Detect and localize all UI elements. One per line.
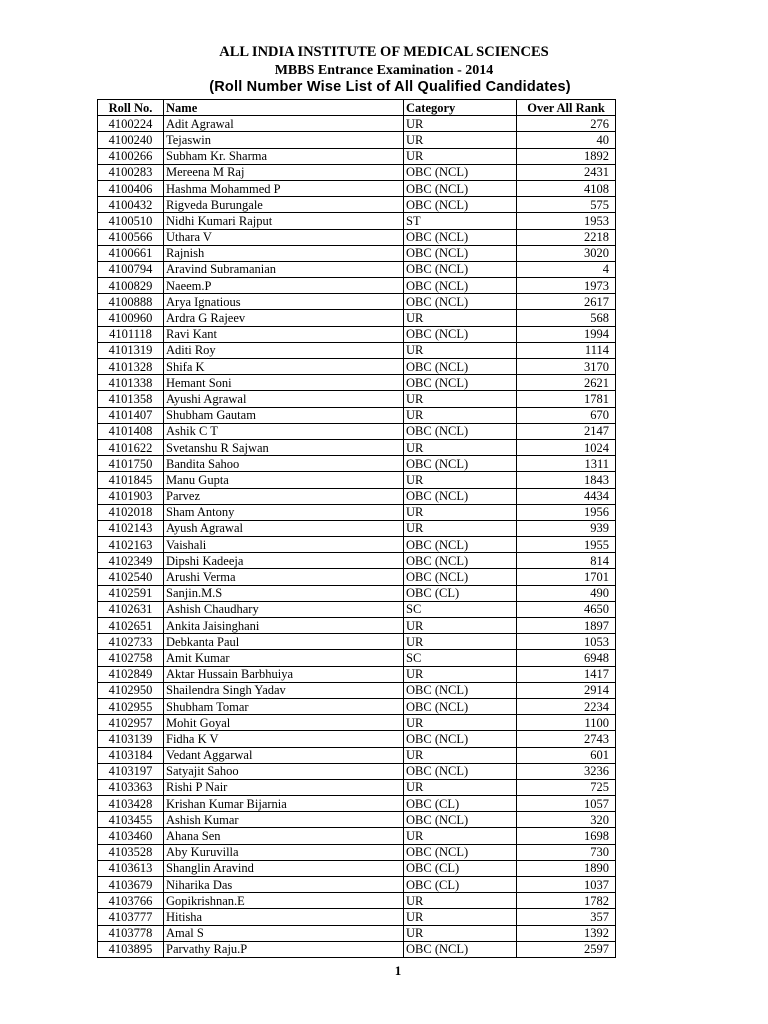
table-row: [98, 245, 616, 261]
table-row: [98, 488, 616, 504]
table-header-row: [98, 100, 616, 116]
name-cell: Ashik C T: [164, 423, 404, 439]
category-cell: OBC (NCL): [404, 698, 517, 714]
table-row: [98, 213, 616, 229]
category-cell: OBC (NCL): [404, 180, 517, 196]
column-header-name: Name: [164, 100, 404, 116]
rank-cell: 490: [517, 585, 616, 601]
table-row: [98, 715, 616, 731]
category-cell: OBC (NCL): [404, 537, 517, 553]
rank-cell: 2914: [517, 682, 616, 698]
category-cell: OBC (NCL): [404, 164, 517, 180]
category-cell: OBC (NCL): [404, 245, 517, 261]
roll-no-cell: 4100283: [98, 164, 164, 180]
rank-cell: 1057: [517, 796, 616, 812]
rank-cell: 1994: [517, 326, 616, 342]
category-cell: OBC (NCL): [404, 731, 517, 747]
table-row: [98, 909, 616, 925]
table-row: [98, 504, 616, 520]
name-cell: Ashish Kumar: [164, 812, 404, 828]
rank-cell: 1417: [517, 666, 616, 682]
name-cell: Subham Kr. Sharma: [164, 148, 404, 164]
roll-no-cell: 4101845: [98, 472, 164, 488]
table-row: [98, 294, 616, 310]
category-cell: UR: [404, 439, 517, 455]
name-cell: Satyajit Sahoo: [164, 763, 404, 779]
roll-no-cell: 4102651: [98, 618, 164, 634]
table-row: [98, 278, 616, 294]
name-cell: Parvathy Raju.P: [164, 941, 404, 957]
rank-cell: 1955: [517, 537, 616, 553]
rank-cell: 1053: [517, 634, 616, 650]
roll-no-cell: 4100224: [98, 116, 164, 132]
category-cell: OBC (NCL): [404, 423, 517, 439]
roll-no-cell: 4100566: [98, 229, 164, 245]
category-cell: OBC (NCL): [404, 812, 517, 828]
table-row: [98, 828, 616, 844]
table-row: [98, 747, 616, 763]
table-row: [98, 601, 616, 617]
name-cell: Arya Ignatious: [164, 294, 404, 310]
roll-no-cell: 4103613: [98, 860, 164, 876]
rank-cell: 1782: [517, 893, 616, 909]
table-row: [98, 893, 616, 909]
table-row: [98, 569, 616, 585]
name-cell: Hashma Mohammed P: [164, 180, 404, 196]
roll-no-cell: 4101338: [98, 375, 164, 391]
table-row: [98, 731, 616, 747]
rank-cell: 2431: [517, 164, 616, 180]
category-cell: UR: [404, 407, 517, 423]
table-row: [98, 779, 616, 795]
category-cell: OBC (NCL): [404, 844, 517, 860]
roll-no-cell: 4101118: [98, 326, 164, 342]
rank-cell: 320: [517, 812, 616, 828]
table-row: [98, 941, 616, 957]
rank-cell: 1956: [517, 504, 616, 520]
category-cell: OBC (NCL): [404, 278, 517, 294]
category-cell: UR: [404, 715, 517, 731]
rank-cell: 1953: [517, 213, 616, 229]
name-cell: Bandita Sahoo: [164, 456, 404, 472]
roll-no-cell: 4100432: [98, 197, 164, 213]
roll-no-cell: 4100266: [98, 148, 164, 164]
rank-cell: 1701: [517, 569, 616, 585]
name-cell: Ashish Chaudhary: [164, 601, 404, 617]
roll-no-cell: 4103197: [98, 763, 164, 779]
table-row: [98, 116, 616, 132]
category-cell: OBC (NCL): [404, 326, 517, 342]
name-cell: Shailendra Singh Yadav: [164, 682, 404, 698]
category-cell: UR: [404, 925, 517, 941]
roll-no-cell: 4103363: [98, 779, 164, 795]
table-row: [98, 812, 616, 828]
table-row: [98, 472, 616, 488]
name-cell: Uthara V: [164, 229, 404, 245]
rank-cell: 276: [517, 116, 616, 132]
roll-no-cell: 4103778: [98, 925, 164, 941]
category-cell: OBC (NCL): [404, 456, 517, 472]
rank-cell: 2597: [517, 941, 616, 957]
roll-no-cell: 4101750: [98, 456, 164, 472]
rank-cell: 1392: [517, 925, 616, 941]
category-cell: UR: [404, 391, 517, 407]
table-row: [98, 698, 616, 714]
name-cell: Rajnish: [164, 245, 404, 261]
roll-no-cell: 4101358: [98, 391, 164, 407]
name-cell: Amit Kumar: [164, 650, 404, 666]
rank-cell: 6948: [517, 650, 616, 666]
rank-cell: 725: [517, 779, 616, 795]
category-cell: UR: [404, 472, 517, 488]
name-cell: Parvez: [164, 488, 404, 504]
roll-no-cell: 4101903: [98, 488, 164, 504]
table-row: [98, 439, 616, 455]
table-row: [98, 585, 616, 601]
name-cell: Manu Gupta: [164, 472, 404, 488]
roll-no-cell: 4103428: [98, 796, 164, 812]
table-row: [98, 520, 616, 536]
category-cell: OBC (NCL): [404, 197, 517, 213]
roll-no-cell: 4101408: [98, 423, 164, 439]
category-cell: UR: [404, 909, 517, 925]
table-row: [98, 650, 616, 666]
rank-cell: 1892: [517, 148, 616, 164]
name-cell: Ayush Agrawal: [164, 520, 404, 536]
table-row: [98, 132, 616, 148]
roll-no-cell: 4100794: [98, 261, 164, 277]
name-cell: Svetanshu R Sajwan: [164, 439, 404, 455]
name-cell: Fidha K V: [164, 731, 404, 747]
rank-cell: 568: [517, 310, 616, 326]
roll-no-cell: 4101328: [98, 359, 164, 375]
table-row: [98, 148, 616, 164]
rank-cell: 1100: [517, 715, 616, 731]
table-row: [98, 261, 616, 277]
roll-no-cell: 4103460: [98, 828, 164, 844]
roll-no-cell: 4103184: [98, 747, 164, 763]
rank-cell: 1890: [517, 860, 616, 876]
category-cell: UR: [404, 634, 517, 650]
name-cell: Niharika Das: [164, 877, 404, 893]
category-cell: UR: [404, 779, 517, 795]
roll-no-cell: 4102950: [98, 682, 164, 698]
document-title: ALL INDIA INSTITUTE OF MEDICAL SCIENCES: [219, 44, 549, 60]
table-row: [98, 310, 616, 326]
table-row: [98, 456, 616, 472]
rank-cell: 2617: [517, 294, 616, 310]
name-cell: Aditi Roy: [164, 342, 404, 358]
roll-no-cell: 4101622: [98, 439, 164, 455]
name-cell: Tejaswin: [164, 132, 404, 148]
category-cell: OBC (CL): [404, 877, 517, 893]
rank-cell: 730: [517, 844, 616, 860]
table-row: [98, 197, 616, 213]
table-row: [98, 796, 616, 812]
category-cell: OBC (CL): [404, 860, 517, 876]
category-cell: OBC (NCL): [404, 941, 517, 957]
category-cell: OBC (CL): [404, 585, 517, 601]
rank-cell: 1024: [517, 439, 616, 455]
roll-no-cell: 4100661: [98, 245, 164, 261]
column-header-overall-rank: Over All Rank: [517, 100, 616, 116]
name-cell: Ayushi Agrawal: [164, 391, 404, 407]
name-cell: Arushi Verma: [164, 569, 404, 585]
table-row: [98, 164, 616, 180]
exam-title: MBBS Entrance Examination - 2014: [274, 63, 494, 78]
category-cell: UR: [404, 342, 517, 358]
name-cell: Hitisha: [164, 909, 404, 925]
category-cell: UR: [404, 504, 517, 520]
name-cell: Shifa K: [164, 359, 404, 375]
table-row: [98, 180, 616, 196]
roll-no-cell: 4103777: [98, 909, 164, 925]
roll-no-cell: 4103679: [98, 877, 164, 893]
roll-no-cell: 4103766: [98, 893, 164, 909]
name-cell: Ankita Jaisinghani: [164, 618, 404, 634]
candidates-table: [97, 99, 616, 958]
table-row: [98, 537, 616, 553]
table-row: [98, 229, 616, 245]
roll-no-cell: 4103895: [98, 941, 164, 957]
rank-cell: 2621: [517, 375, 616, 391]
rank-cell: 4650: [517, 601, 616, 617]
rank-cell: 3236: [517, 763, 616, 779]
name-cell: Aktar Hussain Barbhuiya: [164, 666, 404, 682]
name-cell: Adit Agrawal: [164, 116, 404, 132]
rank-cell: 670: [517, 407, 616, 423]
roll-no-cell: 4101407: [98, 407, 164, 423]
table-row: [98, 682, 616, 698]
roll-no-cell: 4102143: [98, 520, 164, 536]
category-cell: OBC (NCL): [404, 375, 517, 391]
category-cell: OBC (NCL): [404, 229, 517, 245]
category-cell: UR: [404, 666, 517, 682]
category-cell: UR: [404, 893, 517, 909]
roll-no-cell: 4102955: [98, 698, 164, 714]
roll-no-cell: 4102957: [98, 715, 164, 731]
category-cell: OBC (NCL): [404, 682, 517, 698]
table-row: [98, 359, 616, 375]
name-cell: Rigveda Burungale: [164, 197, 404, 213]
roll-no-cell: 4102540: [98, 569, 164, 585]
name-cell: Ahana Sen: [164, 828, 404, 844]
category-cell: UR: [404, 828, 517, 844]
roll-no-cell: 4100406: [98, 180, 164, 196]
roll-no-cell: 4100960: [98, 310, 164, 326]
roll-no-cell: 4102758: [98, 650, 164, 666]
category-cell: OBC (NCL): [404, 553, 517, 569]
rank-cell: 2218: [517, 229, 616, 245]
roll-no-cell: 4102591: [98, 585, 164, 601]
name-cell: Shanglin Aravind: [164, 860, 404, 876]
rank-cell: 4434: [517, 488, 616, 504]
category-cell: OBC (NCL): [404, 261, 517, 277]
rank-cell: 1843: [517, 472, 616, 488]
name-cell: Vaishali: [164, 537, 404, 553]
table-row: [98, 618, 616, 634]
rank-cell: 4: [517, 261, 616, 277]
rank-cell: 939: [517, 520, 616, 536]
name-cell: Sanjin.M.S: [164, 585, 404, 601]
category-cell: UR: [404, 618, 517, 634]
name-cell: Sham Antony: [164, 504, 404, 520]
roll-no-cell: 4101319: [98, 342, 164, 358]
name-cell: Krishan Kumar Bijarnia: [164, 796, 404, 812]
rank-cell: 1897: [517, 618, 616, 634]
category-cell: OBC (NCL): [404, 294, 517, 310]
roll-no-cell: 4103455: [98, 812, 164, 828]
name-cell: Shubham Tomar: [164, 698, 404, 714]
name-cell: Ravi Kant: [164, 326, 404, 342]
roll-no-cell: 4103528: [98, 844, 164, 860]
roll-no-cell: 4102631: [98, 601, 164, 617]
name-cell: Aravind Subramanian: [164, 261, 404, 277]
rank-cell: 2234: [517, 698, 616, 714]
table-row: [98, 423, 616, 439]
column-header-category: Category: [404, 100, 517, 116]
rank-cell: 3020: [517, 245, 616, 261]
table-row: [98, 391, 616, 407]
table-row: [98, 375, 616, 391]
rank-cell: 1973: [517, 278, 616, 294]
rank-cell: 357: [517, 909, 616, 925]
name-cell: Gopikrishnan.E: [164, 893, 404, 909]
category-cell: OBC (NCL): [404, 359, 517, 375]
category-cell: OBC (NCL): [404, 488, 517, 504]
rank-cell: 601: [517, 747, 616, 763]
name-cell: Vedant Aggarwal: [164, 747, 404, 763]
name-cell: Amal S: [164, 925, 404, 941]
roll-no-cell: 4102849: [98, 666, 164, 682]
name-cell: Shubham Gautam: [164, 407, 404, 423]
table-row: [98, 763, 616, 779]
category-cell: OBC (NCL): [404, 763, 517, 779]
roll-no-cell: 4100510: [98, 213, 164, 229]
name-cell: Dipshi Kadeeja: [164, 553, 404, 569]
rank-cell: 1698: [517, 828, 616, 844]
name-cell: Ardra G Rajeev: [164, 310, 404, 326]
roll-no-cell: 4103139: [98, 731, 164, 747]
rank-cell: 1781: [517, 391, 616, 407]
category-cell: SC: [404, 601, 517, 617]
category-cell: UR: [404, 148, 517, 164]
rank-cell: 1114: [517, 342, 616, 358]
table-row: [98, 925, 616, 941]
rank-cell: 2743: [517, 731, 616, 747]
category-cell: UR: [404, 520, 517, 536]
table-row: [98, 326, 616, 342]
list-subtitle: (Roll Number Wise List of All Qualified Candidates): [209, 79, 571, 95]
table-row: [98, 407, 616, 423]
category-cell: OBC (CL): [404, 796, 517, 812]
name-cell: Aby Kuruvilla: [164, 844, 404, 860]
category-cell: ST: [404, 213, 517, 229]
rank-cell: 3170: [517, 359, 616, 375]
table-row: [98, 877, 616, 893]
table-row: [98, 634, 616, 650]
rank-cell: 575: [517, 197, 616, 213]
name-cell: Hemant Soni: [164, 375, 404, 391]
roll-no-cell: 4100829: [98, 278, 164, 294]
rank-cell: 4108: [517, 180, 616, 196]
roll-no-cell: 4102733: [98, 634, 164, 650]
table-row: [98, 342, 616, 358]
category-cell: UR: [404, 116, 517, 132]
category-cell: UR: [404, 747, 517, 763]
rank-cell: 1037: [517, 877, 616, 893]
category-cell: SC: [404, 650, 517, 666]
roll-no-cell: 4102163: [98, 537, 164, 553]
page-number: 1: [394, 963, 402, 978]
category-cell: UR: [404, 132, 517, 148]
name-cell: Mereena M Raj: [164, 164, 404, 180]
name-cell: Naeem.P: [164, 278, 404, 294]
roll-no-cell: 4100240: [98, 132, 164, 148]
roll-no-cell: 4102018: [98, 504, 164, 520]
category-cell: UR: [404, 310, 517, 326]
roll-no-cell: 4102349: [98, 553, 164, 569]
rank-cell: 814: [517, 553, 616, 569]
table-row: [98, 666, 616, 682]
rank-cell: 40: [517, 132, 616, 148]
category-cell: OBC (NCL): [404, 569, 517, 585]
rank-cell: 2147: [517, 423, 616, 439]
name-cell: Debkanta Paul: [164, 634, 404, 650]
table-row: [98, 860, 616, 876]
name-cell: Rishi P Nair: [164, 779, 404, 795]
roll-no-cell: 4100888: [98, 294, 164, 310]
column-header-roll-no: Roll No.: [98, 100, 164, 116]
name-cell: Mohit Goyal: [164, 715, 404, 731]
table-row: [98, 844, 616, 860]
rank-cell: 1311: [517, 456, 616, 472]
name-cell: Nidhi Kumari Rajput: [164, 213, 404, 229]
table-row: [98, 553, 616, 569]
